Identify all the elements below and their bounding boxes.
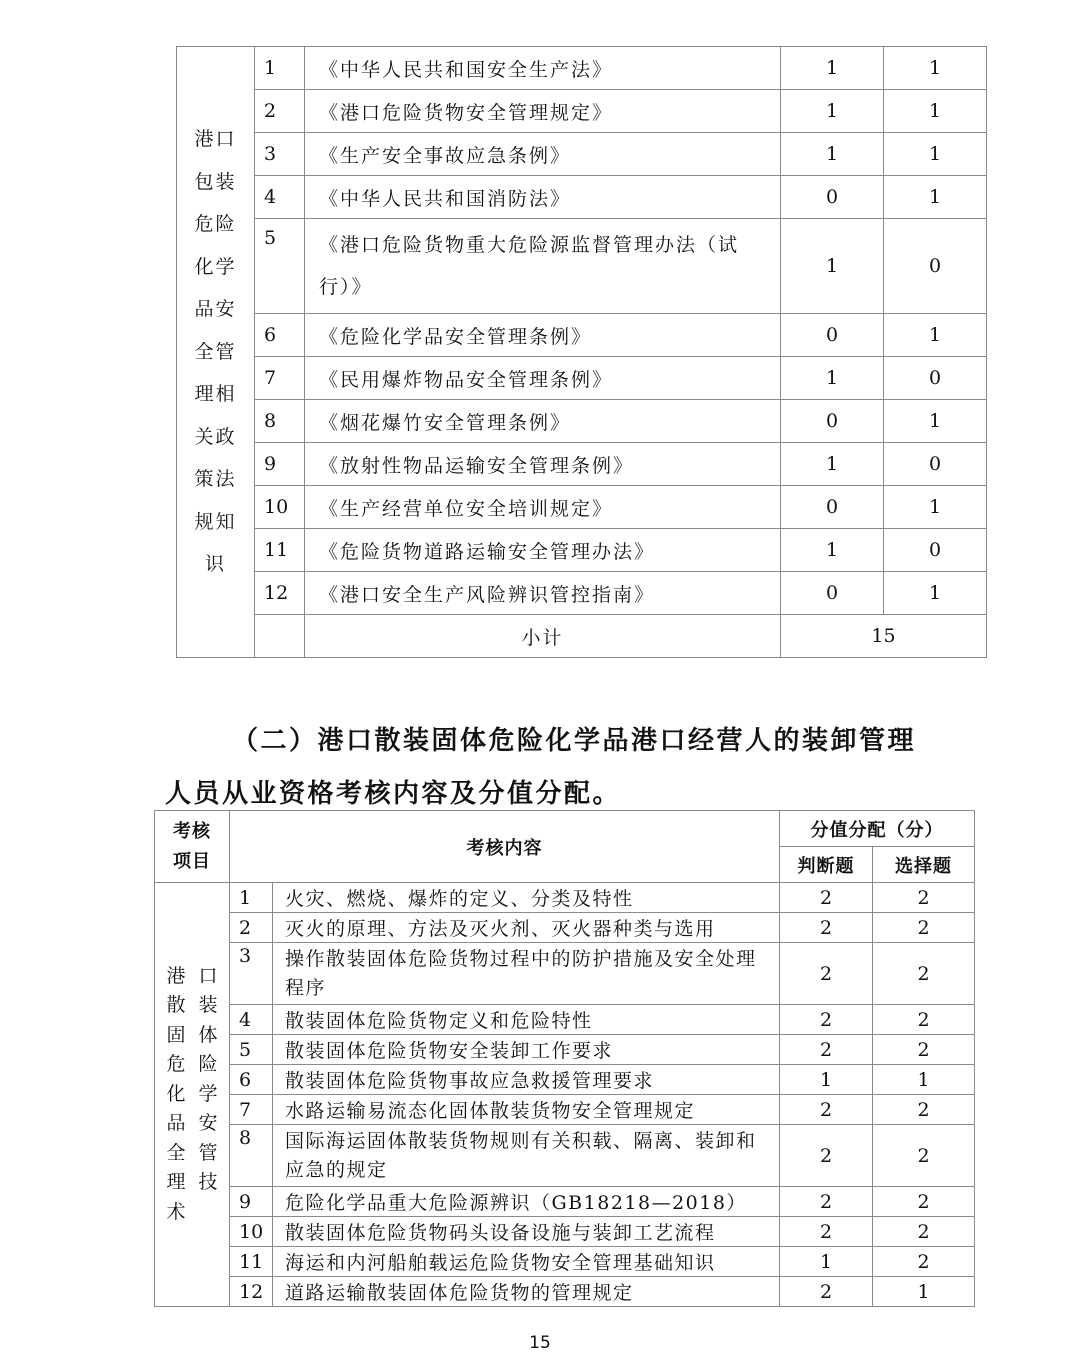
section-char: 装 bbox=[198, 994, 218, 1017]
section-char: 化 bbox=[166, 1082, 186, 1105]
choice-score: 1 bbox=[884, 47, 987, 90]
table-row bbox=[155, 913, 975, 943]
row-number: 6 bbox=[230, 1065, 273, 1095]
row-number: 5 bbox=[255, 219, 305, 314]
row-number: 4 bbox=[230, 1005, 273, 1035]
table-row bbox=[177, 133, 987, 176]
judge-score: 0 bbox=[781, 314, 884, 357]
table-row bbox=[177, 443, 987, 486]
table-row bbox=[155, 1247, 975, 1277]
regulation-name: 《民用爆炸物品安全管理条例》 bbox=[305, 357, 781, 400]
judge-score: 2 bbox=[780, 883, 873, 913]
subtotal-value: 15 bbox=[781, 615, 987, 658]
section-heading-line1: （二）港口散装固体危险化学品港口经营人的装卸管理 bbox=[232, 726, 917, 756]
section-label-col1 bbox=[165, 962, 187, 1228]
section-label-line: 港口 bbox=[194, 128, 237, 151]
section-char: 理 bbox=[166, 1171, 186, 1194]
table-row bbox=[155, 883, 975, 913]
row-number: 4 bbox=[255, 176, 305, 219]
section-char: 口 bbox=[198, 964, 218, 987]
assessment-item: 散装固体危险货物事故应急救援管理要求 bbox=[273, 1065, 780, 1095]
section-char: 安 bbox=[198, 1112, 218, 1135]
choice-score: 1 bbox=[884, 314, 987, 357]
choice-score: 0 bbox=[884, 357, 987, 400]
judge-score: 2 bbox=[780, 913, 873, 943]
choice-score: 2 bbox=[873, 883, 975, 913]
table-row bbox=[177, 219, 987, 314]
header-score-allocation: 分值分配（分） bbox=[780, 811, 975, 847]
row-number: 9 bbox=[230, 1187, 273, 1217]
section-char: 管 bbox=[198, 1141, 218, 1164]
judge-score: 2 bbox=[780, 1217, 873, 1247]
table-row bbox=[177, 90, 987, 133]
assessment-content-table bbox=[154, 810, 975, 1307]
regulation-name: 《危险货物道路运输安全管理办法》 bbox=[305, 529, 781, 572]
table-row bbox=[155, 1095, 975, 1125]
judge-score: 0 bbox=[781, 486, 884, 529]
row-number: 3 bbox=[230, 943, 273, 1005]
judge-score: 1 bbox=[781, 219, 884, 314]
header-item-line1: 考核 bbox=[173, 820, 211, 842]
choice-score: 2 bbox=[873, 1035, 975, 1065]
judge-score: 1 bbox=[781, 133, 884, 176]
row-number: 5 bbox=[230, 1035, 273, 1065]
table-row bbox=[177, 176, 987, 219]
table-row bbox=[177, 486, 987, 529]
section-char: 技 bbox=[198, 1171, 218, 1194]
section-char: 体 bbox=[198, 1023, 218, 1046]
section-char: 术 bbox=[166, 1200, 186, 1223]
judge-score: 1 bbox=[780, 1247, 873, 1277]
assessment-item: 散装固体危险货物码头设备设施与装卸工艺流程 bbox=[273, 1217, 780, 1247]
row-number: 10 bbox=[230, 1217, 273, 1247]
section-label-line: 危险 bbox=[194, 213, 237, 236]
choice-score: 1 bbox=[873, 1277, 975, 1307]
row-number: 7 bbox=[230, 1095, 273, 1125]
section-label-cell bbox=[155, 883, 230, 1307]
regulation-name: 《生产安全事故应急条例》 bbox=[305, 133, 781, 176]
assessment-item: 道路运输散装固体危险货物的管理规定 bbox=[273, 1277, 780, 1307]
header-row bbox=[155, 811, 975, 847]
page-number: 15 bbox=[529, 1333, 551, 1353]
section-heading-line2: 人员从业资格考核内容及分值分配。 bbox=[165, 779, 622, 809]
header-assessment-item bbox=[155, 811, 230, 883]
table-row bbox=[177, 529, 987, 572]
assessment-item: 散装固体危险货物安全装卸工作要求 bbox=[273, 1035, 780, 1065]
choice-score: 2 bbox=[873, 1095, 975, 1125]
table-row bbox=[177, 47, 987, 90]
choice-score: 0 bbox=[884, 529, 987, 572]
regulation-name: 《中华人民共和国消防法》 bbox=[305, 176, 781, 219]
row-number: 9 bbox=[255, 443, 305, 486]
choice-score: 2 bbox=[873, 1217, 975, 1247]
assessment-item: 水路运输易流态化固体散装货物安全管理规定 bbox=[273, 1095, 780, 1125]
table-row bbox=[155, 1035, 975, 1065]
choice-score: 0 bbox=[884, 443, 987, 486]
judge-score: 1 bbox=[781, 357, 884, 400]
row-number: 10 bbox=[255, 486, 305, 529]
judge-score: 2 bbox=[780, 1095, 873, 1125]
section-label-line: 品安 bbox=[194, 298, 237, 321]
regulation-name: 《港口安全生产风险辨识管控指南》 bbox=[305, 572, 781, 615]
judge-score: 2 bbox=[780, 1035, 873, 1065]
judge-score: 0 bbox=[781, 400, 884, 443]
choice-score: 1 bbox=[884, 176, 987, 219]
section-char: 危 bbox=[166, 1053, 186, 1076]
choice-score: 2 bbox=[873, 1247, 975, 1277]
row-number: 2 bbox=[255, 90, 305, 133]
section-char: 散 bbox=[166, 994, 186, 1017]
row-number: 8 bbox=[230, 1125, 273, 1187]
section-label-line: 化学 bbox=[194, 255, 237, 278]
row-number: 11 bbox=[255, 529, 305, 572]
choice-score: 2 bbox=[873, 943, 975, 1005]
choice-score: 0 bbox=[884, 219, 987, 314]
choice-score: 2 bbox=[873, 1187, 975, 1217]
header-assessment-content: 考核内容 bbox=[230, 811, 780, 883]
subtotal-label: 小计 bbox=[305, 615, 781, 658]
choice-score: 2 bbox=[873, 913, 975, 943]
choice-score: 1 bbox=[884, 133, 987, 176]
regulation-name: 《放射性物品运输安全管理条例》 bbox=[305, 443, 781, 486]
row-number: 8 bbox=[255, 400, 305, 443]
table-row bbox=[177, 357, 987, 400]
section-char: 品 bbox=[166, 1112, 186, 1135]
section-label-cell bbox=[177, 47, 255, 658]
regulation-name: 《港口危险货物重大危险源监督管理办法（试行）》 bbox=[305, 219, 781, 314]
assessment-item: 海运和内河船舶载运危险货物安全管理基础知识 bbox=[273, 1247, 780, 1277]
section-char: 港 bbox=[166, 964, 186, 987]
section-label bbox=[155, 962, 229, 1228]
judge-score: 2 bbox=[780, 1005, 873, 1035]
choice-score: 1 bbox=[884, 90, 987, 133]
row-number: 3 bbox=[255, 133, 305, 176]
header-choice: 选择题 bbox=[873, 847, 975, 883]
table-row bbox=[155, 1065, 975, 1095]
assessment-item: 危险化学品重大危险源辨识（GB18218—2018） bbox=[273, 1187, 780, 1217]
table-row bbox=[155, 1277, 975, 1307]
judge-score: 1 bbox=[780, 1065, 873, 1095]
judge-score: 2 bbox=[780, 1277, 873, 1307]
table-row bbox=[177, 400, 987, 443]
section-label-col2 bbox=[197, 962, 219, 1228]
table-row bbox=[155, 943, 975, 1005]
assessment-item: 灭火的原理、方法及灭火剂、灭火器种类与选用 bbox=[273, 913, 780, 943]
judge-score: 2 bbox=[780, 943, 873, 1005]
section-label-line: 识 bbox=[204, 553, 226, 576]
row-number: 1 bbox=[230, 883, 273, 913]
choice-score: 2 bbox=[873, 1125, 975, 1187]
judge-score: 0 bbox=[781, 572, 884, 615]
table-row bbox=[155, 1217, 975, 1247]
assessment-item: 国际海运固体散装货物规则有关积载、隔离、装卸和应急的规定 bbox=[273, 1125, 780, 1187]
section-char: 全 bbox=[166, 1141, 186, 1164]
judge-score: 1 bbox=[781, 443, 884, 486]
table-row bbox=[155, 1187, 975, 1217]
choice-score: 1 bbox=[873, 1065, 975, 1095]
section-label-line: 规知 bbox=[194, 510, 237, 533]
assessment-item: 操作散装固体危险货物过程中的防护措施及安全处理程序 bbox=[273, 943, 780, 1005]
section-char: 学 bbox=[198, 1082, 218, 1105]
section-label-line: 全管 bbox=[194, 340, 237, 363]
assessment-item: 火灾、燃烧、爆炸的定义、分类及特性 bbox=[273, 883, 780, 913]
regulation-name: 《危险化学品安全管理条例》 bbox=[305, 314, 781, 357]
regulation-name: 《港口危险货物安全管理规定》 bbox=[305, 90, 781, 133]
judge-score: 1 bbox=[781, 90, 884, 133]
row-number: 1 bbox=[255, 47, 305, 90]
subtotal-empty bbox=[255, 615, 305, 658]
section-char: 固 bbox=[166, 1023, 186, 1046]
choice-score: 1 bbox=[884, 400, 987, 443]
regulations-score-table bbox=[176, 46, 987, 658]
table-row bbox=[177, 314, 987, 357]
judge-score: 1 bbox=[781, 529, 884, 572]
regulation-name: 《中华人民共和国安全生产法》 bbox=[305, 47, 781, 90]
row-number: 7 bbox=[255, 357, 305, 400]
table-row bbox=[155, 1125, 975, 1187]
choice-score: 1 bbox=[884, 486, 987, 529]
section-label-line: 包装 bbox=[194, 170, 237, 193]
section-label-line: 关政 bbox=[194, 425, 237, 448]
judge-score: 2 bbox=[780, 1187, 873, 1217]
row-number: 6 bbox=[255, 314, 305, 357]
section-label-line: 理相 bbox=[194, 383, 237, 406]
section-label bbox=[194, 118, 238, 586]
choice-score: 2 bbox=[873, 1005, 975, 1035]
row-number: 2 bbox=[230, 913, 273, 943]
judge-score: 1 bbox=[781, 47, 884, 90]
regulation-name: 《烟花爆竹安全管理条例》 bbox=[305, 400, 781, 443]
choice-score: 1 bbox=[884, 572, 987, 615]
header-item-line2: 项目 bbox=[173, 850, 211, 872]
row-number: 12 bbox=[230, 1277, 273, 1307]
section-label-line: 策法 bbox=[194, 468, 237, 491]
section-char: 险 bbox=[198, 1053, 218, 1076]
subtotal-row bbox=[177, 615, 987, 658]
regulation-name: 《生产经营单位安全培训规定》 bbox=[305, 486, 781, 529]
header-judge: 判断题 bbox=[780, 847, 873, 883]
row-number: 11 bbox=[230, 1247, 273, 1277]
table-row bbox=[155, 1005, 975, 1035]
table-row bbox=[177, 572, 987, 615]
judge-score: 0 bbox=[781, 176, 884, 219]
judge-score: 2 bbox=[780, 1125, 873, 1187]
row-number: 12 bbox=[255, 572, 305, 615]
assessment-item: 散装固体危险货物定义和危险特性 bbox=[273, 1005, 780, 1035]
